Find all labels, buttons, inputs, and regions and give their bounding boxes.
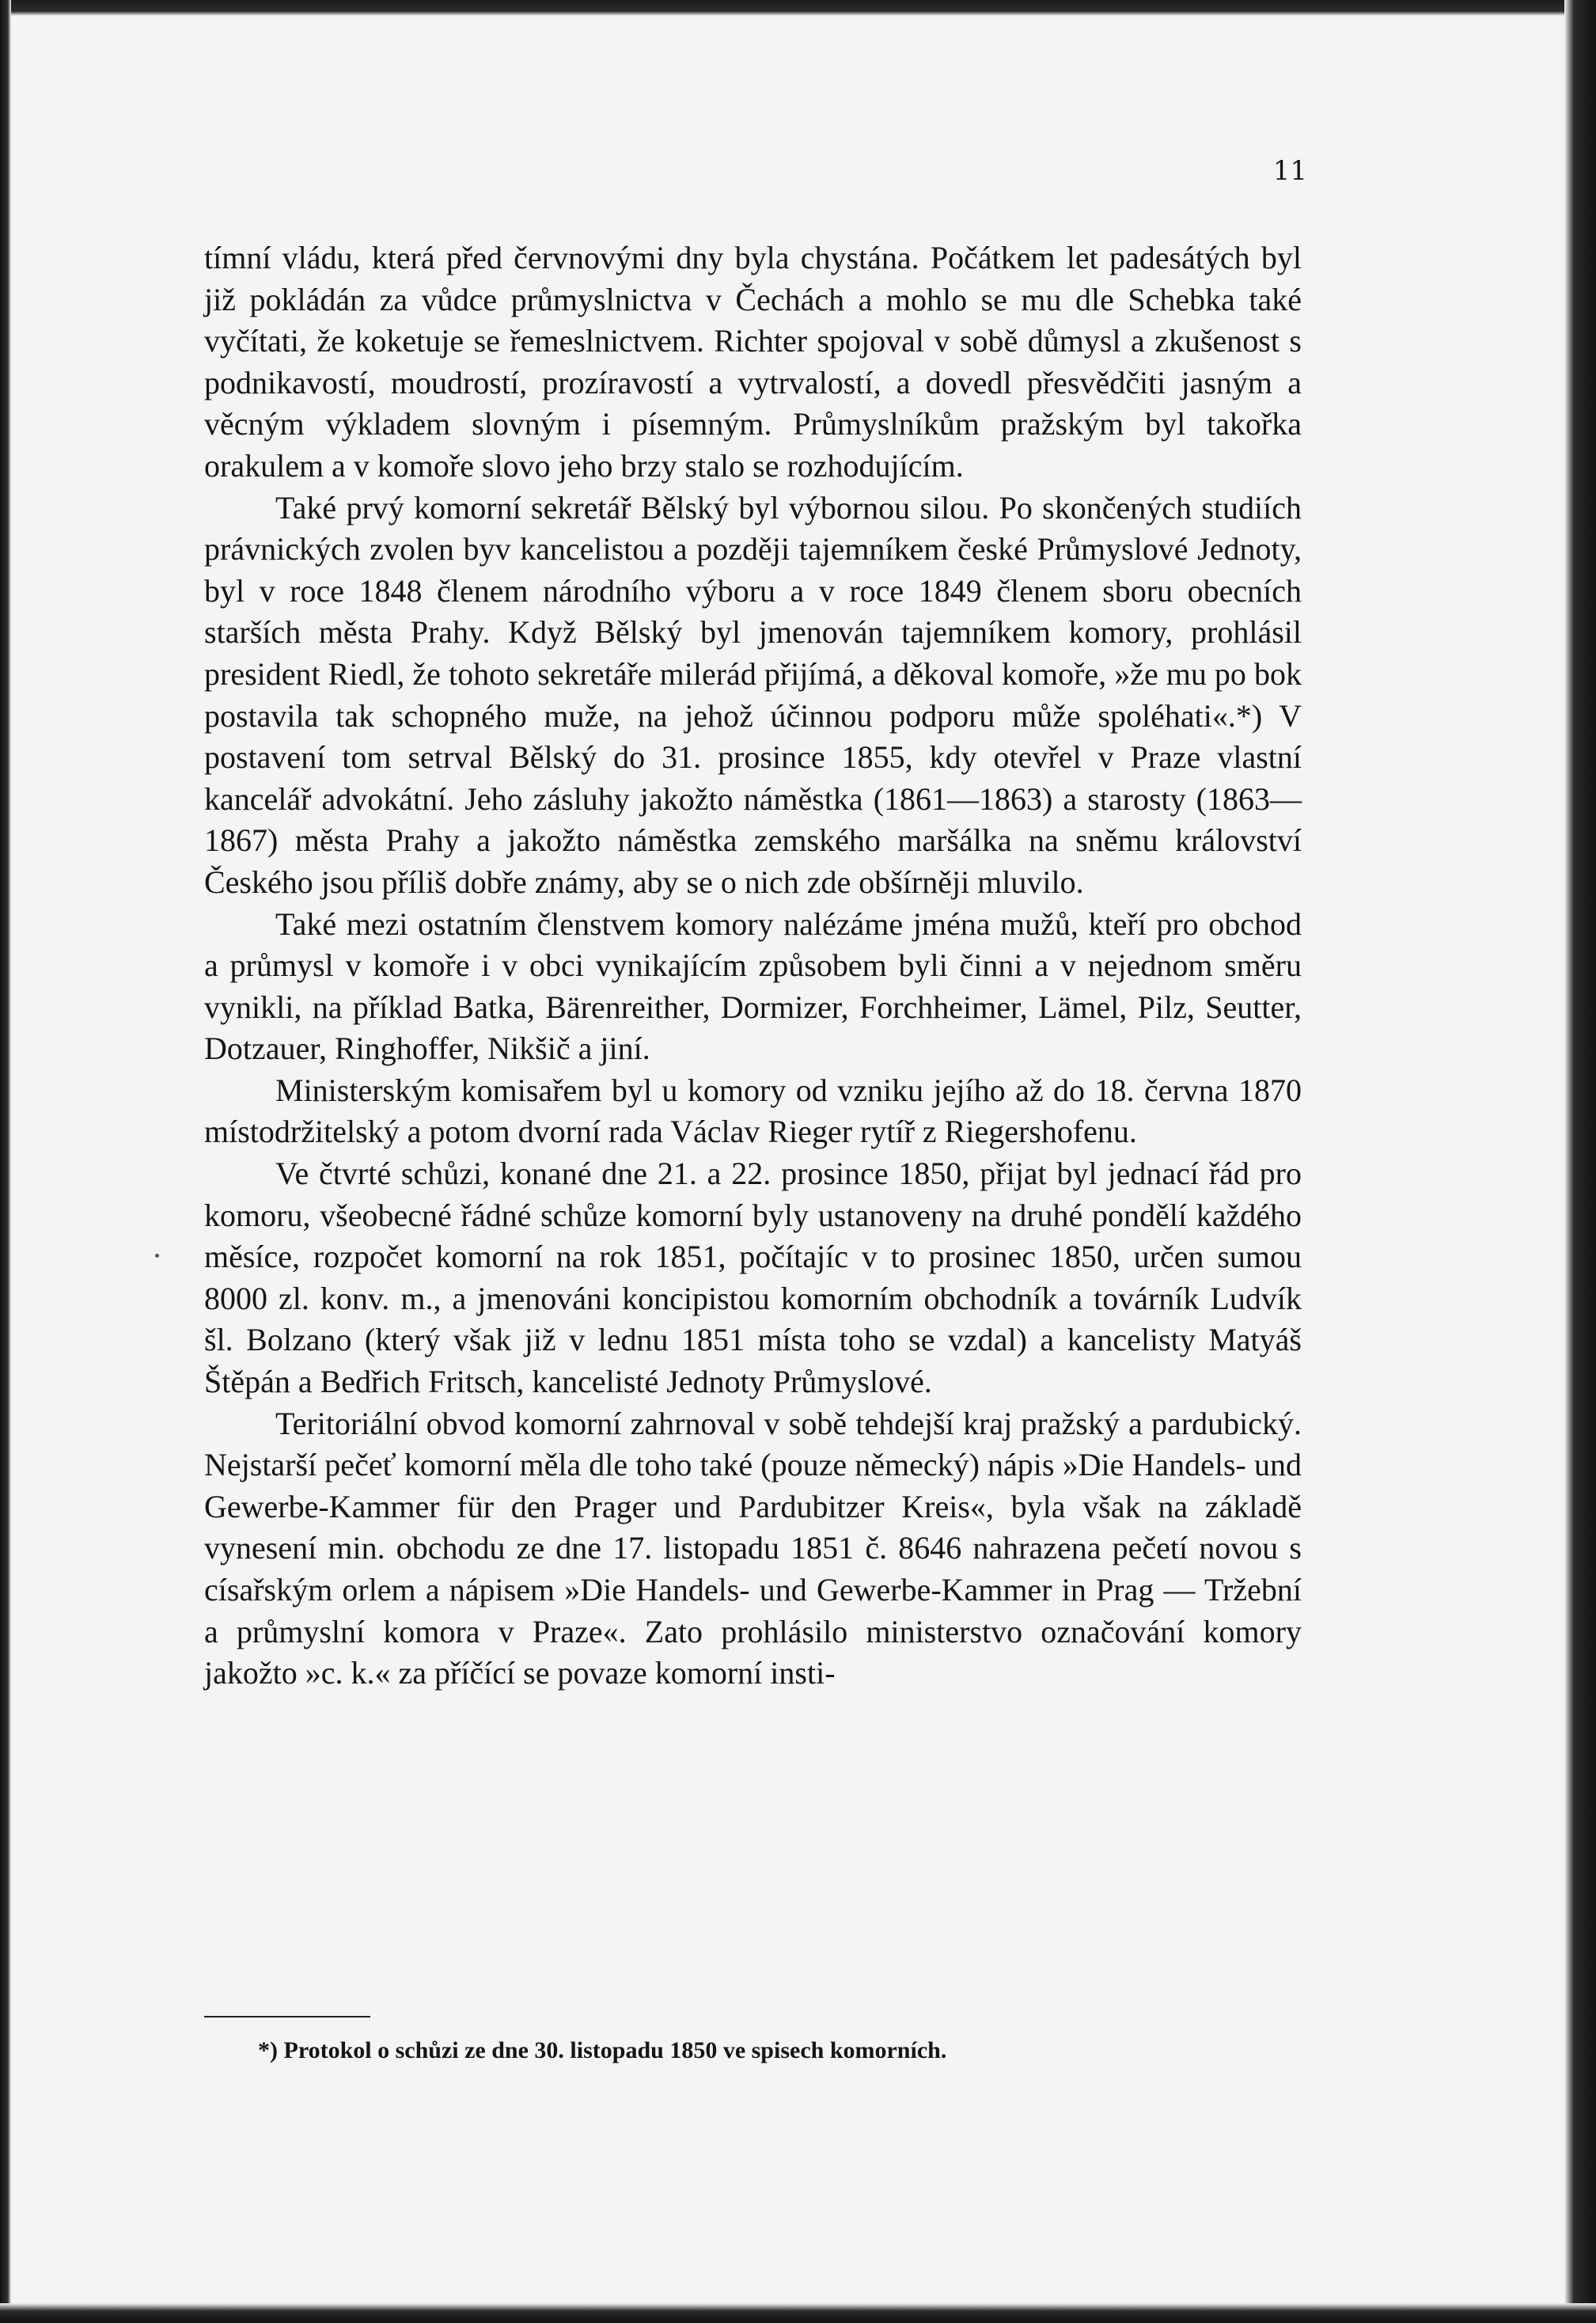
paragraph-continuation: tímní vládu, která před červnovými dny byla chystána. Počátkem let padesátých byl již pokládán za vůdce průmyslnictva v Čechách a mohlo se mu dle Schebka také vyčítati, že koketuje se řemeslnictvem. Richter spojoval v sobě důmysl a zkušenost s podnikavostí, moudrostí, prozíravostí a vytrvalostí, a dovedl přesvědčiti jasným a věcným výkladem slovným i písemným. Průmyslníkům pražským byl takořka orakulem a v komoře slovo jeho brzy stalo se rozhodujícím. <box>204 240 1302 484</box>
scan-edge-top <box>0 0 1596 16</box>
paragraph-fourth-session: Ve čtvrté schůzi, konané dne 21. a 22. prosince 1850, přijat byl jednací řád pro komoru, všeobecné řádné schůze komorní byly ustanoveny na druhé pondělí každého měsíce, rozpočet komorní na rok 1851, počítajíc v to prosinec 1850, určen sumou 8000 zl. konv. m., a jmenováni koncipistou komorním obchodník a továrník Ludvík šl. Bolzano (který však již v lednu 1851 místa toho se vzdal) a kancelisty Matyáš Štěpán a Bedřich Fritsch, kancelisté Jednoty Průmyslové. <box>204 1156 1302 1400</box>
scan-speck <box>155 1254 159 1258</box>
scan-edge-bottom <box>0 2303 1596 2323</box>
footnote: *) Protokol o schůzi ze dne 30. listopadu 1850 ve spisech komorních. <box>258 2037 947 2063</box>
page-number: 11 <box>1272 155 1307 187</box>
scan-edge-right <box>1564 0 1596 2323</box>
paragraph-ministerial-commissioner: Ministerským komisařem byl u komory od vzniku jejího až do 18. června 1870 místodržitelský a potom dvorní rada Václav Rieger rytíř z Riegershofenu. <box>204 1072 1302 1150</box>
footnote-divider <box>204 2016 370 2017</box>
paragraph-territorial-district: Teritoriální obvod komorní zahrnoval v sobě tehdejší kraj pražský a pardubický. Nejstarší pečeť komorní měla dle toho také (pouze německý) nápis »Die Handels- und Gewerbe-Kammer für den Prager und Pardubitzer Kreis«, byla však na základě vynesení min. obchodu ze dne 17. listopadu 1851 č. 8646 nahrazena pečetí novou s císařským orlem a nápisem »Die Handels- und Gewerbe-Kammer in Prag — Tržební a průmyslní komora v Praze«. Zato prohlásilo ministerstvo označování komory jakožto »c. k.« za příčící se povaze komorní insti- <box>204 1405 1302 1691</box>
paragraph-secretary-belsky: Také prvý komorní sekretář Bělský byl výbornou silou. Po skončených studiích právnických zvolen byv kancelistou a později tajemníkem české Průmyslové Jednoty, byl v roce 1848 členem národního výboru a v roce 1849 členem sboru obecních starších města Prahy. Když Bělský byl jmenován tajemníkem komory, prohlásil president Riedl, že tohoto sekretáře milerád přijímá, a děkoval komoře, »že mu po bok postavila tak schopného muže, na jehož účinnou podporu může spoléhati«.*) V postavení tom setrval Bělský do 31. prosince 1855, kdy otevřel v Praze vlastní kancelář advokátní. Jeho zásluhy jakožto náměstka (1861—1863) a starosty (1863—1867) města Prahy a jakožto náměstka zemského maršálka na sněmu království Českého jsou příliš dobře známy, aby se o nich zde obšírněji mluvilo. <box>204 489 1302 900</box>
paragraph-chamber-members: Také mezi ostatním členstvem komory nalézáme jména mužů, kteří pro obchod a průmysl v komoře i v obci vynikajícím způsobem byli činni a v nejednom směru vynikli, na příklad Batka, Bärenreither, Dormizer, Forchheimer, Lämel, Pilz, Seutter, Dotzauer, Ringhoffer, Nikšič a jiní. <box>204 905 1302 1067</box>
scan-edge-left <box>0 0 11 2323</box>
body-text <box>204 237 1302 1695</box>
